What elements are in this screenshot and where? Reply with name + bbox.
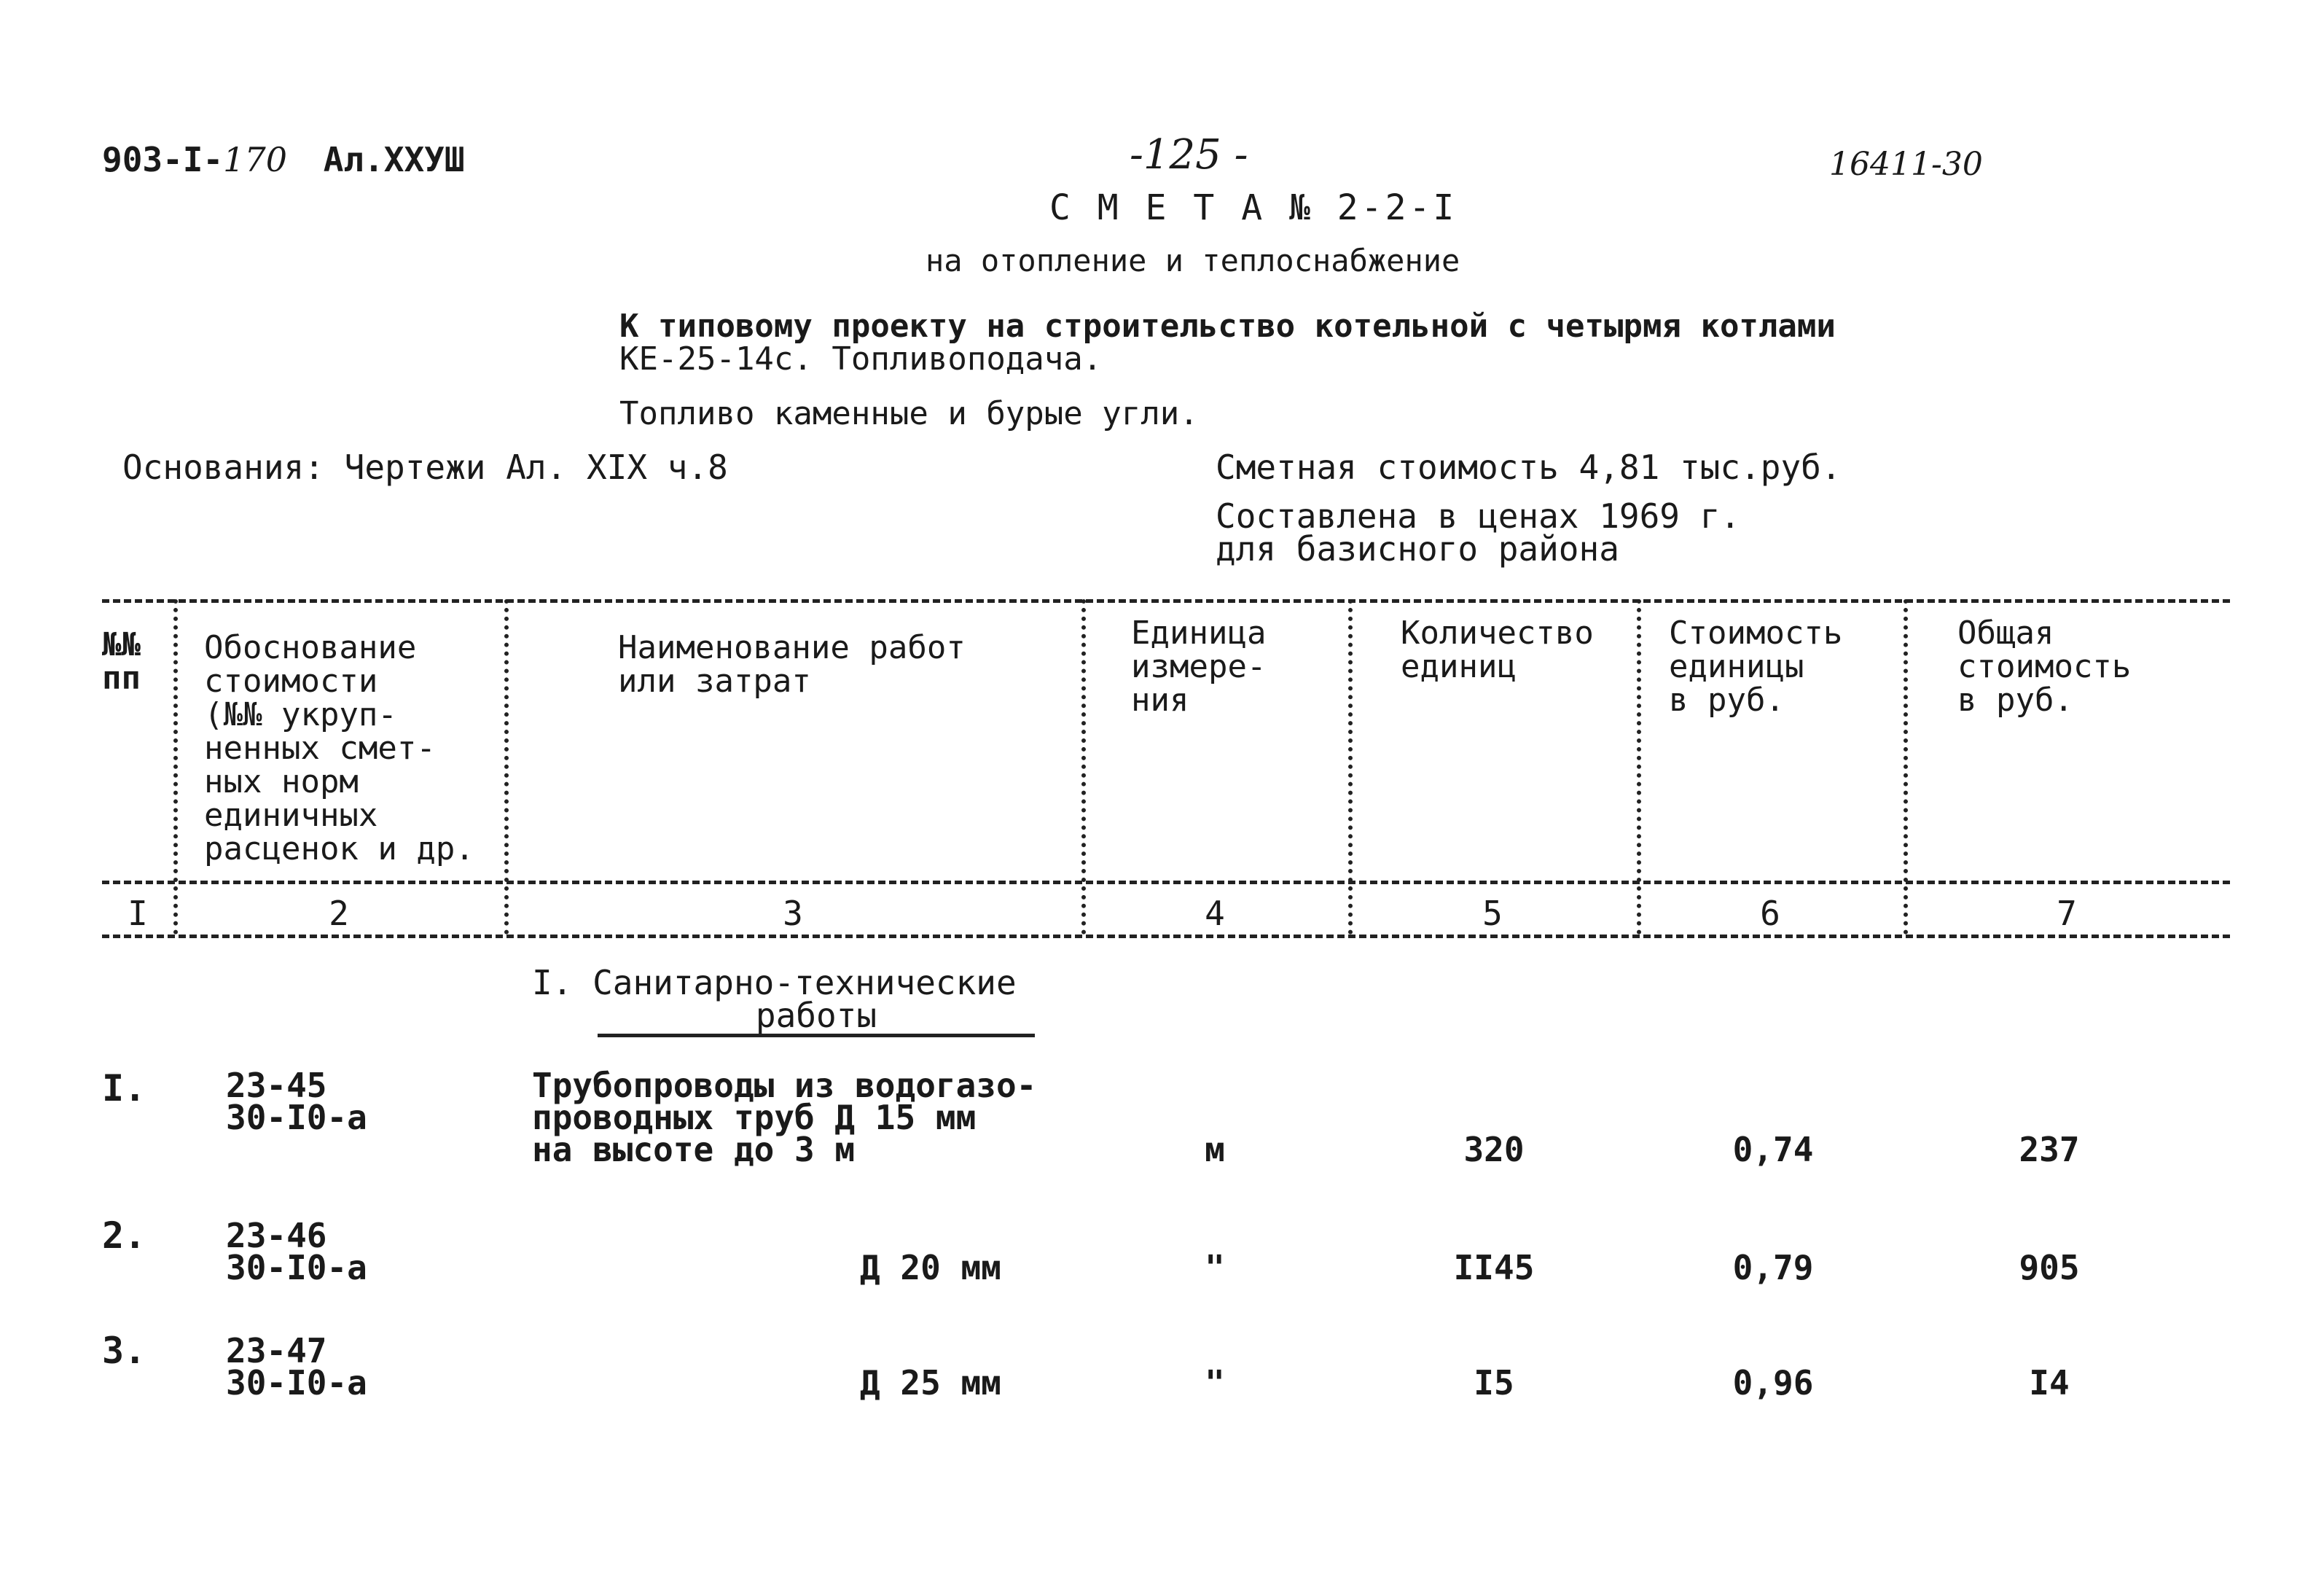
column-divider-6 <box>1904 599 1908 935</box>
row-number: 3. <box>102 1330 146 1372</box>
page-number: -125 - <box>1130 131 1248 179</box>
fuel-line: Топливо каменные и бурые угли. <box>619 395 1199 432</box>
doc-code-printed: 903-I- <box>102 140 224 179</box>
row-unit: " <box>1205 1248 1225 1287</box>
table-header-rule <box>102 881 2230 884</box>
description-line-2: КЕ-25-14с. Топливоподача. <box>619 340 1103 378</box>
row-total: 237 <box>2019 1130 2080 1169</box>
row-price: 0,96 <box>1732 1363 1814 1402</box>
column-divider-2 <box>504 599 509 935</box>
header-basis: Обоснование стоимости (№№ укруп- ненных смет- ных норм единичных расценок и др. <box>204 629 474 867</box>
row-name-1: Трубопроводы из водогазо- <box>532 1066 1037 1105</box>
row-name-2: проводных труб Д 15 мм <box>532 1098 977 1137</box>
prices-line-1: Составлена в ценах 1969 г. <box>1216 496 1741 536</box>
row-number: I. <box>102 1067 146 1109</box>
section-underline <box>598 1034 1035 1037</box>
doc-code-handwritten: 170 <box>223 140 287 179</box>
section-title: I. Санитарно-технические <box>532 963 1017 1002</box>
row-basis-2: 30-I0-а <box>226 1098 367 1137</box>
header-price: Стоимость единицы в руб. <box>1669 615 1843 719</box>
row-price: 0,74 <box>1732 1130 1814 1169</box>
row-total: 905 <box>2019 1248 2080 1287</box>
row-basis-1: 23-45 <box>226 1066 327 1105</box>
row-qty: 320 <box>1463 1130 1525 1169</box>
row-qty: I5 <box>1474 1363 1514 1402</box>
row-price: 0,79 <box>1732 1248 1814 1287</box>
header-total: Общая стоимость в руб. <box>1957 615 2132 719</box>
estimated-cost: Сметная стоимость 4,81 тыс.руб. <box>1216 448 1842 487</box>
estimate-title: С М Е Т А № 2-2-I <box>1049 187 1458 228</box>
column-number: 6 <box>1760 894 1780 933</box>
column-divider-3 <box>1081 599 1086 935</box>
row-unit: м <box>1205 1130 1225 1169</box>
table-number-rule <box>102 935 2230 938</box>
prices-line-2: для базисного района <box>1216 529 1619 569</box>
row-number: 2. <box>102 1214 146 1257</box>
row-basis-2: 30-I0-а <box>226 1248 367 1287</box>
archive-stamp: 16411-30 <box>1829 146 1983 183</box>
column-number: 4 <box>1205 894 1225 933</box>
doc-code <box>102 140 465 179</box>
row-basis-1: 23-47 <box>226 1331 327 1370</box>
row-name-1: Д 20 мм <box>860 1248 1001 1287</box>
column-number: 2 <box>329 894 349 933</box>
header-num: №№ пп <box>102 626 141 697</box>
column-divider-5 <box>1637 599 1641 935</box>
row-basis-2: 30-I0-а <box>226 1363 367 1402</box>
row-basis-1: 23-46 <box>226 1216 327 1255</box>
column-number: 7 <box>2057 894 2077 933</box>
header-unit: Единица измере- ния <box>1131 615 1267 719</box>
row-name-1: Д 25 мм <box>860 1363 1001 1402</box>
album-code: Ал.XXУШ <box>323 140 465 179</box>
basis-line: Основания: Чертежи Ал. XIX ч.8 <box>122 448 728 487</box>
column-number: I <box>128 894 148 933</box>
column-number: 3 <box>783 894 803 933</box>
row-qty: II45 <box>1453 1248 1535 1287</box>
table-top-rule <box>102 599 2230 603</box>
row-unit: " <box>1205 1363 1225 1402</box>
column-divider-1 <box>173 599 178 935</box>
column-number: 5 <box>1482 894 1503 933</box>
header-name: Наименование работ или затрат <box>618 629 966 700</box>
column-divider-4 <box>1348 599 1353 935</box>
description-line-1: К типовому проекту на строительство котельной с четырмя котлами <box>619 308 1836 345</box>
row-total: I4 <box>2029 1363 2070 1402</box>
section-title-line-2: работы <box>755 996 877 1035</box>
estimate-subtitle: на отопление и теплоснабжение <box>926 243 1460 278</box>
row-name-3: на высоте до 3 м <box>532 1130 856 1169</box>
header-qty: Количество единиц <box>1401 615 1594 685</box>
